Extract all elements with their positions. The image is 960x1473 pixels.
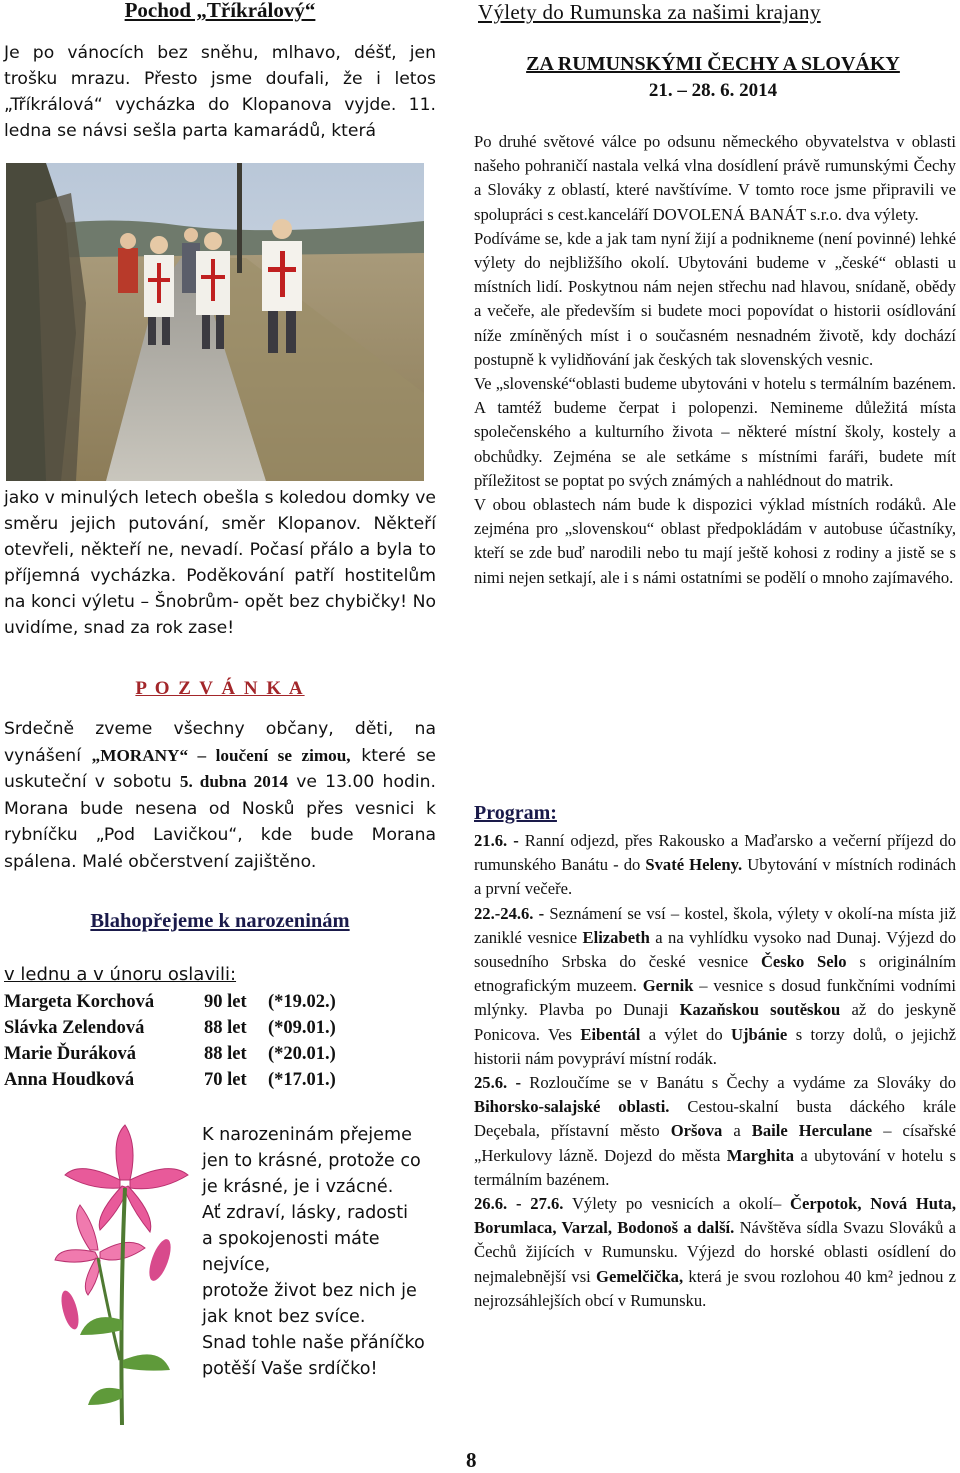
program-date: 22.-24.6. - xyxy=(474,903,545,923)
trip-dates: 21. – 28. 6. 2014 xyxy=(648,80,778,101)
trip-description xyxy=(474,130,956,590)
invitation-morany: „MORANY“ – loučení se zimou, xyxy=(91,745,351,765)
invitation-text-part2: které se uskuteční v sobotu xyxy=(4,745,436,792)
program-item xyxy=(474,902,956,1071)
program-text: Cestou-skalní busta dáckého krále Deçebala, přístavní město xyxy=(474,1097,957,1141)
birthday-subtitle: v lednu a v únoru oslavili: xyxy=(4,964,237,985)
program-text: – vesnice s dosud funkčními vodními mlýnky. Plavba po Dunaji xyxy=(474,976,956,1020)
poem-line: jen to krásné, protože co xyxy=(202,1151,421,1171)
program-item xyxy=(474,1192,956,1313)
lily-flower-image xyxy=(50,1120,200,1430)
page-number: 8 xyxy=(466,1448,477,1472)
program-place: Bihorsko-salajské oblasti. xyxy=(474,1097,670,1117)
program-date: 21.6. - xyxy=(474,831,519,850)
poem-line: K narozeninám přejeme xyxy=(202,1125,412,1145)
poem-line: a spokojenosti máte xyxy=(202,1229,380,1249)
birthday-date: (*19.02.) xyxy=(268,992,336,1012)
invitation-text xyxy=(4,716,436,875)
program-text: a výlet do xyxy=(640,1024,732,1044)
birthday-title: Blahopřejeme k narozeninám xyxy=(90,910,350,932)
poem-line: nejvíce, xyxy=(202,1255,271,1275)
birthday-name: Slávka Zelendová xyxy=(4,1018,145,1038)
article-title-pochod: Pochod „Tříkrálový“ xyxy=(124,0,316,22)
program-text: a ubytování v hotelu s termálním bazénem. xyxy=(474,1145,956,1189)
poem-line: potěší Vaše srdíčko! xyxy=(202,1359,378,1379)
program-text: – císařské „Herkulovy lázně. Dojezd do města xyxy=(474,1121,956,1165)
invitation-date: 5. dubna 2014 xyxy=(179,772,289,791)
program-heading: Program: xyxy=(474,802,557,824)
program-text: která je svou rozlohou 40 km² jednou z nejrozsáhlejších obcí v Rumunsku. xyxy=(474,1266,956,1310)
poem-line: Snad tohle naše přáníčko xyxy=(202,1333,425,1353)
program-text: a xyxy=(722,1121,752,1141)
program-place: Svaté Heleny. xyxy=(645,855,743,875)
program-text: Výlety po vesnicích a okolí– xyxy=(563,1194,791,1214)
program-place: Gemelčička, xyxy=(596,1266,684,1286)
birthday-date: (*17.01.) xyxy=(268,1070,336,1090)
trip-paragraph: Ve „slovenské“oblasti budeme ubytováni v hotelu s termálním bazénem. A tamtéž budeme čerpat i polopenzi. Nemineme důležitá místa společenského a kulturního života – některé místní školy, kostely a obchůdky. Zejména se ale setkáme s místními faráři, budete mít příležitost se poptat po svých známých a nahlédnout do matrik. xyxy=(474,374,956,490)
program-item xyxy=(474,1071,956,1192)
birthday-poem xyxy=(202,1122,442,1382)
birthday-date: (*20.01.) xyxy=(268,1044,336,1064)
walkers-photo xyxy=(6,163,424,481)
program-place: Česko Selo xyxy=(760,952,847,972)
trip-paragraph: Po druhé světové válce po odsunu německého obyvatelstva v oblasti našeho pohraničí nastala velká vlna dosídlení právě rumunskými Čechy a Slováky z oblastí, které navštívíme. V tomto roce jsme připravili ve spolupráci s cest.kanceláří DOVOLENÁ BANÁT s.r.o. dva výlety. xyxy=(474,132,956,224)
birthday-age: 90 let xyxy=(204,992,247,1012)
program-text: Ranní odjezd, přes Rakousko a Maďarsko a večerní příjezd do rumunského Banátu - do xyxy=(474,831,956,875)
program-item xyxy=(474,829,956,902)
birthday-age: 70 let xyxy=(204,1070,247,1090)
article-body-pochod: jako v minulých letech obešla s koledou domky ve směru jejich putování, směr Klopanov. Někteří otevřeli, někteří ne, nevadí. Počasí přálo a byla to příjemná vycházka. Poděkování patří hostitelům na konci výletu – Šnobrům- opět bez chybičky! No uvidíme, snad za rok zase! xyxy=(4,488,436,638)
program-text: Ubytování v místních rodinách a první večeře. xyxy=(474,855,956,899)
program-date: 26.6. - 27.6. xyxy=(474,1194,564,1214)
trip-paragraph: V obou oblastech nám bude k dispozici výklad místních rodáků. Ale zejména pro „slovenskou“ oblast předpokládám v autobuse účastníky, kteří se zde buď narodili nebo tu mají ještě kohosi z rodiny a jistě se s nimi nejen setkají, ale i s námi ostatními se podělí o mnoho zajímavého. xyxy=(474,495,956,587)
invitation-text-part3: ve 13.00 hodin. Morana bude nesena od Nosků přes vesnici k rybníčku „Pod Lavičkou“, kde bude Morana spálena. Malé občerstvení zajištěno. xyxy=(4,772,437,872)
program-place: Oršova xyxy=(670,1121,723,1141)
trip-paragraph: Podíváme se, kde a jak tam nyní žijí a podnikneme (není povinné) lehké výlety do nejbližšího okolí. Ubytováni budeme v „české“ oblasti u místních lidí. Poskytnou nám nejen střechu nad hlavou, snídaně, obědy a večeře, ale především si budete moci popovídat o historii osídlování níže zmíněných míst i o současném nesnadném životě, kdy dochází postupně k vylidňování jak českých tak slovenských vesnic. xyxy=(474,228,956,369)
poem-line: jak knot bez svíce. xyxy=(202,1307,366,1327)
birthday-name: Anna Houdková xyxy=(4,1070,135,1090)
program-text: a na vyhlídku vysoko nad Dunaj. Výjezd do sousedního Srbska do české vesnice xyxy=(474,927,957,972)
program-date: 25.6. - xyxy=(474,1073,522,1093)
program-place: Eibentál xyxy=(580,1024,641,1044)
program-text: Seznámení se vsí – kostel, škola, výlety v okolí-na místa již zaniklé vesnice xyxy=(474,903,956,947)
program-text: s originálním etnografickým muzeem. xyxy=(474,952,957,996)
program-place: Elizabeth xyxy=(582,927,650,947)
invitation-title: P O Z V Á N K A xyxy=(135,678,305,699)
trip-heading: ZA RUMUNSKÝMI ČECHY A SLOVÁKY xyxy=(526,53,900,75)
program-place: Gernik xyxy=(642,976,694,996)
article-title-rumunsko: Výlety do Rumunska za našimi krajany xyxy=(478,0,821,24)
poem-line: protože život bez nich je xyxy=(202,1281,417,1301)
program-place: Ujbánie xyxy=(731,1024,788,1044)
birthday-name: Marie Ďuráková xyxy=(4,1044,137,1064)
poem-line: Ať zdraví, lásky, radosti xyxy=(202,1203,409,1223)
program-place: Marghita xyxy=(726,1145,795,1165)
article-intro: Je po vánocích bez sněhu, mlhavo, déšť, jen trošku mrazu. Přesto jsme doufali, že i letos „Tříkrálová“ vycházka do Klopanova vyjde. 11. ledna se návsi sešla parta kamarádů, která xyxy=(4,43,436,141)
birthday-age: 88 let xyxy=(204,1018,247,1038)
program-list xyxy=(474,829,956,1313)
program-text: až do jeskyně Ponicova. Ves xyxy=(474,1000,956,1044)
program-text: Rozloučíme se v Banátu s Čechy a vydáme za Slováky do xyxy=(521,1073,956,1093)
birthday-date: (*09.01.) xyxy=(268,1018,336,1038)
program-text: Návštěva sídla Svazu Slováků a Čechů žijících v Rumunsku. Výjezd do horské oblasti osídlení do nejmalebnější vsi xyxy=(474,1218,957,1286)
program-place: Baile Herculane xyxy=(751,1121,873,1141)
birthday-age: 88 let xyxy=(204,1044,247,1064)
program-place: Čerpotok, Nová Huta, Borumlaca, Varzal, Bodonoš a další. xyxy=(474,1194,957,1238)
invitation-text-part1: Srdečně zveme všechny občany, děti, na vynášení xyxy=(4,719,436,766)
program-place: Kazaňskou soutěskou xyxy=(679,1000,841,1020)
program-text: s torzy dolů, o jejichž historii nám povypráví místní rodák. xyxy=(474,1024,957,1068)
birthday-name: Margeta Korchová xyxy=(4,992,155,1012)
poem-line: je krásné, je i vzácné. xyxy=(202,1177,394,1197)
